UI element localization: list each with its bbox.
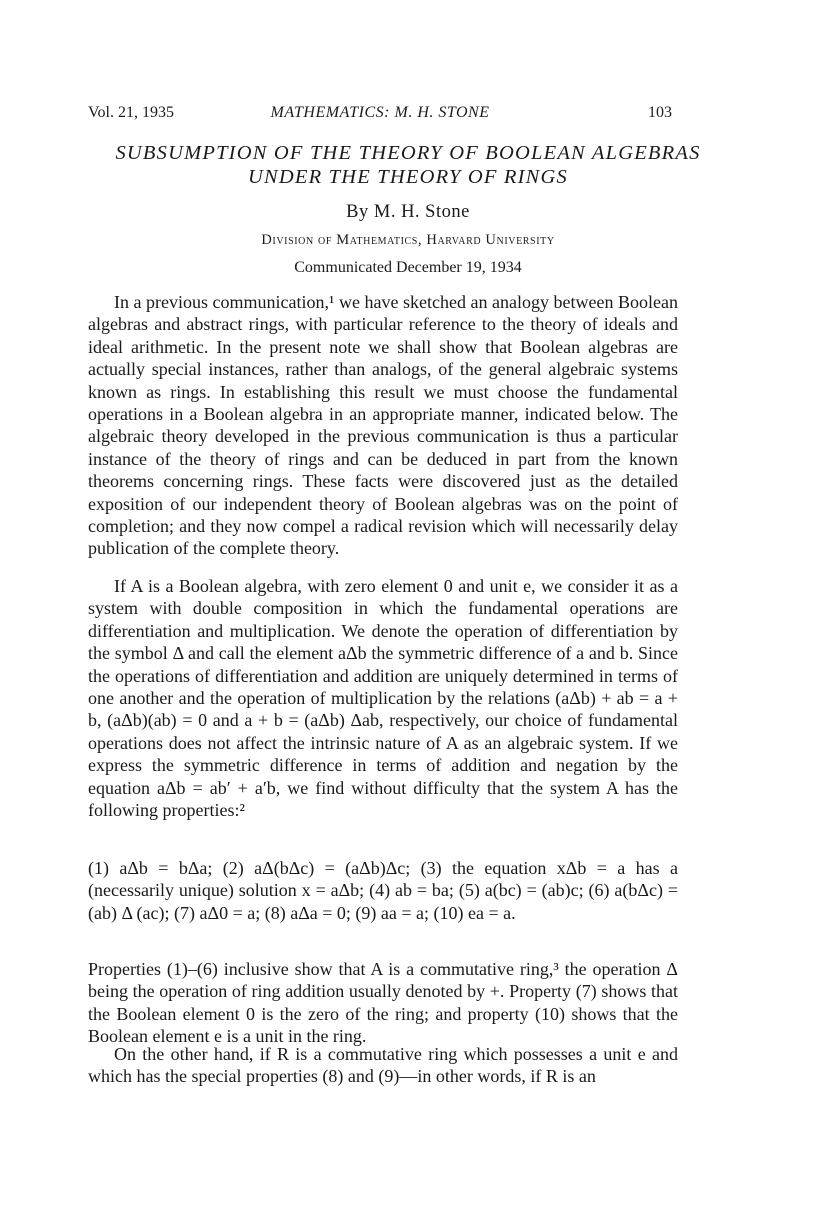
properties-text: (1) aΔb = bΔa; (2) aΔ(bΔc) = (aΔb)Δc; (3) the equation xΔb = a has a (necessarily unique) solution x = aΔb; (4) ab = ba; (5) a(bc) = (ab)c; (6) a(bΔc) = (ab) Δ (ac); (7) aΔ0 = a; (8) aΔa = 0; (9) aa = a; (10) ea = a. [88,858,678,923]
byline: By M. H. Stone [346,202,470,222]
paragraph-intro [88,291,678,560]
paragraph-text: Properties (1)–(6) inclusive show that A is a commutative ring,³ the operation Δ being the operation of ring addition usually denoted by +. Property (7) shows that the Boolean element 0 is the zero of the ring; and property (10) shows that the Boolean element e is a unit in the ring. [88,959,678,1047]
properties-list [88,857,678,924]
paragraph-ring [88,958,678,1048]
journal-section: MATHEMATICS: M. H. STONE [270,104,490,121]
volume-label: Vol. 21, 1935 [88,104,174,121]
title-line-1: SUBSUMPTION OF THE THEORY OF BOOLEAN ALGEBRAS [115,142,701,164]
paragraph-text: In a previous communication,¹ we have sketched an analogy between Boolean algebras and abstract rings, with particular reference to the theory of ideals and ideal arithmetic. In the present note we shall show that Boolean algebras are actually special instances, rather than analogs, of the general algebraic systems known as rings. In establishing this result we must choose the fundamental operations in a Boolean algebra in an appropriate manner, indicated below. The algebraic theory developed in the previous communication is thus a particular instance of the theory of rings and can be deduced in part from the known theorems concerning rings. These facts were discovered just as the detailed exposition of our independent theory of Boolean algebras was on the point of completion; and they now compel a radical revision which will necessarily delay publication of the complete theory. [88,292,678,559]
affiliation: Division of Mathematics, Harvard University [261,232,555,248]
paragraph-definition [88,575,678,821]
running-head [88,104,672,128]
article-title [70,141,746,189]
paragraph-text: On the other hand, if R is a commutative ring which possesses a unit e and which has the special properties (8) and (9)—in other words, if R is an [88,1044,678,1087]
paragraph-converse [88,1043,678,1088]
communicated-date: Communicated December 19, 1934 [294,259,522,276]
paragraph-text: If A is a Boolean algebra, with zero element 0 and unit e, we consider it as a system with double composition in which the fundamental operations are differentiation and multiplication. We denote the operation of differentiation by the symbol Δ and call the element aΔb the symmetric difference of a and b. Since the operations of differentiation and addition are uniquely determined in terms of one another and the operation of multiplication by the relations (aΔb) + ab = a + b, (aΔb)(ab) = 0 and a + b = (aΔb) Δab, respectively, our choice of fundamental operations does not affect the intrinsic nature of A as an algebraic system. If we express the symmetric difference in terms of addition and negation by the equation aΔb = ab′ + a′b, we find without difficulty that the system A has the following properties:² [88,576,678,821]
page-number: 103 [648,104,672,121]
title-line-2: UNDER THE THEORY OF RINGS [247,166,569,188]
